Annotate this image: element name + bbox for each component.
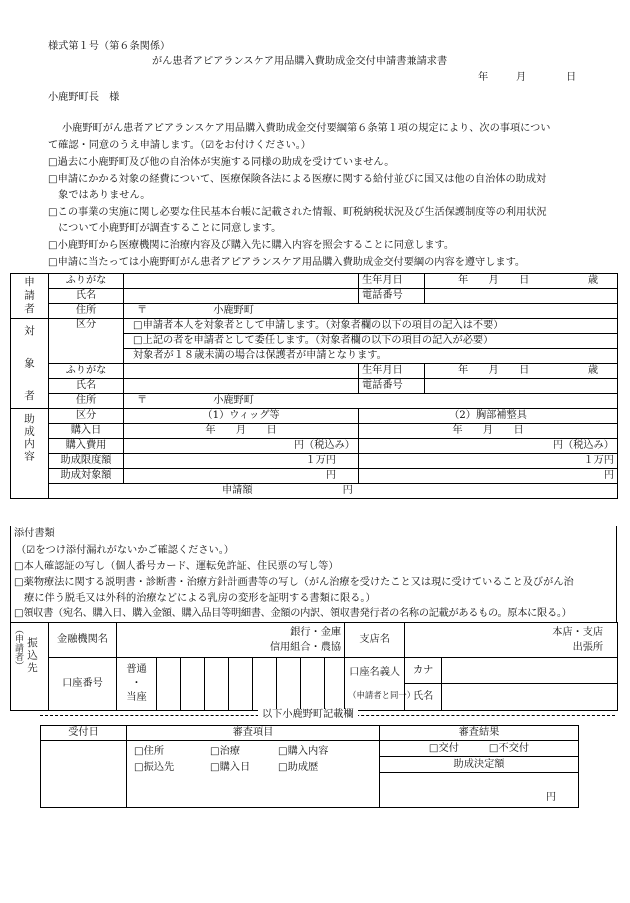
check-address[interactable]: □住所: [134, 746, 165, 757]
review-items-field: [127, 741, 380, 808]
attachment-item[interactable]: □薬物療法に関する説明書・診断書・治療方針計画書等の写し（がん治療を受けたこと又は現に受けていること及びがん治: [14, 577, 574, 588]
wig-purchase-date-field[interactable]: 年 月 日: [124, 424, 359, 439]
form-number: 様式第１号（第６条関係）: [48, 41, 171, 52]
check-item-cont: 象ではありません。: [48, 190, 151, 201]
purchase-date-label: 購入日: [49, 424, 124, 439]
subsidy-kubun-label: 区分: [49, 409, 124, 424]
check-item[interactable]: □小鹿野町から医療機関に治療内容及び購入先に購入内容を照会することに同意します。: [48, 240, 455, 251]
applicant-furigana-field[interactable]: [124, 274, 359, 289]
review-items-label: 審査項目: [127, 726, 380, 741]
date-day: 日: [566, 72, 577, 83]
town-name: 小鹿野町: [213, 395, 254, 406]
check-date[interactable]: □購入日: [210, 762, 251, 773]
check-treatment[interactable]: □治療: [210, 746, 241, 757]
account-number-label: 口座番号: [49, 658, 117, 711]
applicant-phone-label: 電話番号: [359, 289, 425, 304]
acct-type-current: 当座: [126, 692, 147, 703]
applicant-birth-ymd: 年 月 日: [458, 275, 530, 286]
account-digit[interactable]: [253, 658, 277, 711]
account-spacer: [325, 658, 345, 711]
acct-type-ordinary: 普通: [126, 664, 147, 675]
postal-mark: 〒: [137, 395, 148, 406]
request-amount-row[interactable]: [49, 484, 618, 499]
target-amount-label: 助成対象額: [49, 469, 124, 484]
subsidy-section-label: 助成内容: [11, 409, 49, 499]
attachment-item[interactable]: □領収書（宛名、購入日、購入金額、購入品目等明細書、金額の内訳、領収書発行者の名称の記載があるもの。原本に限る。）: [14, 608, 572, 619]
branch-types-1: 本店・支店: [552, 627, 604, 638]
branch-field[interactable]: [405, 623, 618, 658]
limit-label: 助成限度額: [49, 454, 124, 469]
category-breast-prosthesis: （2）胸部補整具: [359, 409, 618, 424]
subject-furigana-label: ふりがな: [49, 364, 124, 379]
check-item[interactable]: □過去に小鹿野町及び他の自治体が実施する同様の助成を受けていません。: [48, 157, 395, 168]
applicant-address-field[interactable]: [124, 304, 618, 319]
intro-line-1: 小鹿野町がん患者アピアランスケア用品購入費助成金交付要綱第６条第１項の規定により、次の事項につい: [62, 123, 551, 134]
account-digit[interactable]: [181, 658, 205, 711]
postal-mark: 〒: [137, 305, 148, 316]
subject-option-delegate[interactable]: □上記の者を申請者として委任します。（対象者欄の以下の項目の記入が必要）: [124, 334, 618, 349]
subject-name-label: 氏名: [49, 379, 124, 394]
subject-birth-ymd: 年 月 日: [458, 365, 530, 376]
breast-target-field[interactable]: 円: [359, 469, 618, 484]
subject-address-label: 住所: [49, 394, 124, 409]
wig-target-field[interactable]: 円: [124, 469, 359, 484]
acct-type-dot: ・: [131, 678, 142, 689]
bank-table: [10, 622, 618, 711]
applicant-section-label: 申請者: [11, 274, 49, 319]
subject-age: 歳: [587, 365, 598, 376]
institution-label: 金融機関名: [49, 623, 117, 658]
check-purchase[interactable]: □購入内容: [278, 746, 329, 757]
category-wig: （1）ウィッグ等: [124, 409, 359, 424]
applicant-birth-label: 生年月日: [359, 274, 425, 289]
account-digit[interactable]: [229, 658, 253, 711]
date-month: 月: [516, 72, 527, 83]
check-item-cont: について小鹿野町が調査することに同意します。: [48, 223, 282, 234]
subject-section-label: 対象者: [11, 319, 49, 409]
attachments-note: （☑をつけ添付漏れがないかご確認ください。）: [16, 545, 234, 556]
attachment-item[interactable]: □本人確認証の写し（個人番号カード、運転免許証、住民票の写し等）: [14, 561, 339, 572]
check-item[interactable]: □申請にかかる対象の経費について、医療保険各法による医療に関する給付並びに国又は他の自治体の助成対: [48, 174, 547, 185]
date-year: 年: [478, 72, 489, 83]
bank-types-1: 銀行・金庫: [290, 627, 342, 638]
holder-label: 口座名義人 （申請者と同一）: [345, 658, 405, 711]
bank-section-label: 振込先 （申請者）: [11, 623, 49, 711]
grant-check[interactable]: □交付: [428, 743, 459, 754]
review-result-field: [380, 741, 579, 808]
applicant-birth-field[interactable]: [425, 274, 618, 289]
account-digit[interactable]: [205, 658, 229, 711]
subject-kubun-label: 区分: [49, 319, 124, 364]
applicant-age: 歳: [587, 275, 598, 286]
request-amount-yen: 円: [342, 485, 353, 496]
applicant-address-label: 住所: [49, 304, 124, 319]
check-bank[interactable]: □振込先: [134, 762, 175, 773]
office-table: [40, 725, 579, 808]
request-amount-label: 申請額: [222, 485, 253, 496]
subject-minor-note: 対象者が１８歳未満の場合は保護者が申請となります。: [124, 349, 618, 364]
holder-fields: [405, 658, 618, 711]
decided-yen: 円: [545, 792, 556, 803]
wig-limit-value: １万円: [124, 454, 359, 469]
subject-phone-field[interactable]: [425, 379, 618, 394]
breast-purchase-date-field[interactable]: 年 月 日: [359, 424, 618, 439]
subject-furigana-field[interactable]: [124, 364, 359, 379]
intro-line-2: て確認・同意のうえ申請します。（☑をお付けください。）: [48, 140, 311, 151]
attachments-title: 添付書類: [14, 528, 55, 539]
received-label: 受付日: [41, 726, 127, 741]
account-digit[interactable]: [277, 658, 301, 711]
subject-birth-field[interactable]: [425, 364, 618, 379]
attachment-item-cont: 療に伴う脱毛又は外科的治療などによる乳房の変形を証明する書類に限る。）: [14, 593, 376, 604]
wig-cost-field[interactable]: 円（税込み）: [124, 439, 359, 454]
breast-cost-field[interactable]: 円（税込み）: [359, 439, 618, 454]
applicant-furigana-label: ふりがな: [49, 274, 124, 289]
check-item[interactable]: □この事業の実施に関し必要な住民基本台帳に記載された情報、町税納税状況及び生活保護制度等の利用状況: [48, 207, 547, 218]
purchase-cost-label: 購入費用: [49, 439, 124, 454]
institution-field[interactable]: [117, 623, 345, 658]
office-divider-label: 以下小鹿野町記載欄: [258, 709, 358, 721]
kana-label: カナ: [405, 658, 442, 683]
application-table: [10, 273, 618, 499]
decided-amount-field[interactable]: [380, 773, 578, 807]
applicant-name-label: 氏名: [49, 289, 124, 304]
branch-label: 支店名: [345, 623, 405, 658]
nogrant-check[interactable]: □不交付: [488, 743, 530, 754]
check-history[interactable]: □助成歴: [278, 762, 319, 773]
check-item[interactable]: □申請に当たっては小鹿野町がん患者アピアランスケア用品購入費助成金交付要綱の内容を遵守します。: [48, 257, 526, 268]
applicant-phone-field[interactable]: [425, 289, 618, 304]
received-field[interactable]: [41, 741, 127, 808]
decided-amount-label: 助成決定額: [380, 757, 578, 773]
subject-option-self[interactable]: □申請者本人を対象者として申請します。（対象者欄の以下の項目の記入は不要）: [124, 319, 618, 334]
holder-name-label: 氏名: [405, 684, 442, 710]
town-name: 小鹿野町: [213, 305, 254, 316]
review-result-label: 審査結果: [380, 726, 579, 741]
account-digit[interactable]: [157, 658, 181, 711]
subject-birth-label: 生年月日: [359, 364, 425, 379]
account-type-select[interactable]: [117, 658, 157, 711]
subject-phone-label: 電話番号: [359, 379, 425, 394]
applicant-name-field[interactable]: [124, 289, 359, 304]
account-digit[interactable]: [301, 658, 325, 711]
form-title: がん患者アピアランスケア用品購入費助成金交付申請書兼請求書: [152, 56, 448, 67]
bank-types-2: 信用組合・農協: [269, 642, 342, 653]
subject-name-field[interactable]: [124, 379, 359, 394]
breast-limit-value: １万円: [359, 454, 618, 469]
branch-types-2: 出張所: [572, 642, 604, 653]
addressee: 小鹿野町長 様: [48, 92, 120, 103]
subject-address-field[interactable]: [124, 394, 618, 409]
